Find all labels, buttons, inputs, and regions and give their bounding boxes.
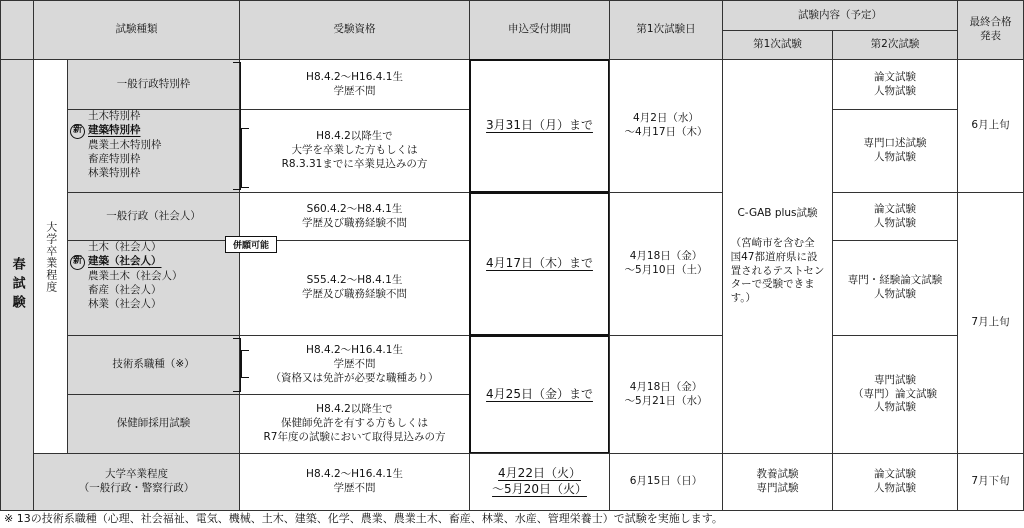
deadline-mar31 [469, 59, 610, 193]
tech-working-line5: 林業（社会人） [88, 297, 162, 310]
header-exam-type: 試験種類 [33, 0, 240, 60]
second-content-essay-interview-2: 論文試験 人物試験 [832, 192, 958, 241]
result-june-early: 6月上旬 [957, 59, 1024, 193]
new-badge-icon: 新 [70, 124, 85, 139]
deadline-univ-end: ～5月20日（火） [492, 482, 587, 496]
season-label: 春試験 [0, 59, 34, 511]
header-final-result: 最終合格 発表 [957, 0, 1024, 60]
second-content-essay-interview: 論文試験 人物試験 [832, 59, 958, 110]
level-label: 大学卒業程度 [33, 59, 68, 454]
tech-special-new-row [72, 124, 141, 139]
tech-special-line5: 林業特別枠 [88, 166, 141, 179]
bracket-group1 [233, 62, 241, 190]
second-content-univ: 論文試験 人物試験 [832, 453, 958, 511]
tech-special-line3: 農業土木特別枠 [88, 138, 162, 151]
deadline-apr25-text: 4月25日（金）まで [486, 386, 593, 401]
deadline-univ-start: 4月22日（火） [498, 466, 581, 481]
tech-special-line1: 土木特別枠 [88, 110, 141, 122]
first-date-univ: 6月15日（日） [609, 453, 723, 511]
qualification-public-health: H8.4.2以降生で 保健師免許を有する方もしくは R7年度の試験において取得見込みの方 [239, 394, 470, 454]
header-qualification: 受験資格 [239, 0, 470, 60]
exam-type-tech-jobs: 技術系職種（※） [67, 335, 240, 395]
deadline-apr17 [469, 192, 610, 336]
cgab-note: （宮崎市を含む全 国47都道府県に設 置されるテストセン ターで受験できま す。） [730, 236, 825, 305]
exam-type-univ-police: 大学卒業程度 （一般行政・警察行政） [33, 453, 240, 511]
second-content-specialist: 専門試験 （専門）論文試験 人物試験 [832, 335, 958, 454]
exam-type-tech-special [67, 109, 240, 193]
second-content-career-essay: 専門・経験論文試験 人物試験 [832, 240, 958, 336]
combined-application-badge: 併願可能 [225, 236, 277, 253]
header-application-period: 申込受付期間 [469, 0, 610, 60]
header-first-exam: 第1次試験 [722, 30, 833, 60]
qualification-general-special: H8.4.2～H16.4.1生 学歴不問 [239, 59, 470, 110]
tech-working-line1: 土木（社会人） [88, 241, 162, 253]
qualification-tech-jobs: H8.4.2～H16.4.1生 学歴不問 （資格又は免許が必要な職種あり） [239, 335, 470, 395]
header-first-exam-date: 第1次試験日 [609, 0, 723, 60]
deadline-univ [469, 453, 610, 511]
deadline-mar31-text: 3月31日（月）まで [486, 118, 593, 133]
qualification-univ-police: H8.4.2～H16.4.1生 学歴不問 [239, 453, 470, 511]
tech-special-line2: 建築特別枠 [88, 124, 141, 137]
bracket-tech-jobs-right [241, 350, 249, 378]
exam-type-general-special: 一般行政特別枠 [67, 59, 240, 110]
first-date-group3: 4月18日（金） ～5月21日（水） [609, 335, 723, 454]
qualification-general-working: S60.4.2～H8.4.1生 学歴及び職務経験不問 [239, 192, 470, 241]
qualification-tech-special: H8.4.2以降生で 大学を卒業した方もしくは R8.3.31までに卒業見込みの方 [239, 109, 470, 193]
bracket-group1-tech [241, 128, 249, 188]
deadline-apr17-text: 4月17日（木）まで [486, 256, 593, 271]
tech-working-line4: 畜産（社会人） [88, 283, 162, 296]
footnote: ※ 13の技術系職種（心理、社会福祉、電気、機械、土木、建築、化学、農業、農業土木、畜産、林業、水産、管理栄養士）で試験を実施します。 [4, 512, 723, 525]
tech-working-line3: 農業土木（社会人） [88, 269, 183, 282]
result-july-late: 7月下旬 [957, 453, 1024, 511]
first-content-univ: 教養試験 専門試験 [722, 453, 833, 511]
bracket-tech-jobs [233, 338, 241, 392]
header-exam-content: 試験内容（予定） [722, 0, 958, 31]
first-date-group1: 4月2日（水） ～4月17日（木） [609, 59, 723, 193]
tech-working-line2: 建築（社会人） [88, 255, 162, 268]
header-second-exam: 第2次試験 [832, 30, 958, 60]
tech-special-line4: 畜産特別枠 [88, 152, 141, 165]
exam-type-tech-working [67, 240, 240, 336]
header-corner [0, 0, 34, 60]
new-badge-icon: 新 [70, 255, 85, 270]
exam-type-general-working: 一般行政（社会人） [67, 192, 240, 241]
first-date-group2: 4月18日（金） ～5月10日（土） [609, 192, 723, 336]
first-content-cgab [722, 59, 833, 454]
second-content-oral-interview: 専門口述試験 人物試験 [832, 109, 958, 193]
deadline-apr25 [469, 335, 610, 454]
result-july-early: 7月上旬 [957, 192, 1024, 454]
cgab-title: C-GAB plus試験 [737, 206, 818, 219]
exam-type-public-health: 保健師採用試験 [67, 394, 240, 454]
tech-working-new-row [72, 255, 162, 270]
qualification-tech-working: S55.4.2～H8.4.1生 学歴及び職務経験不問 [239, 240, 470, 336]
